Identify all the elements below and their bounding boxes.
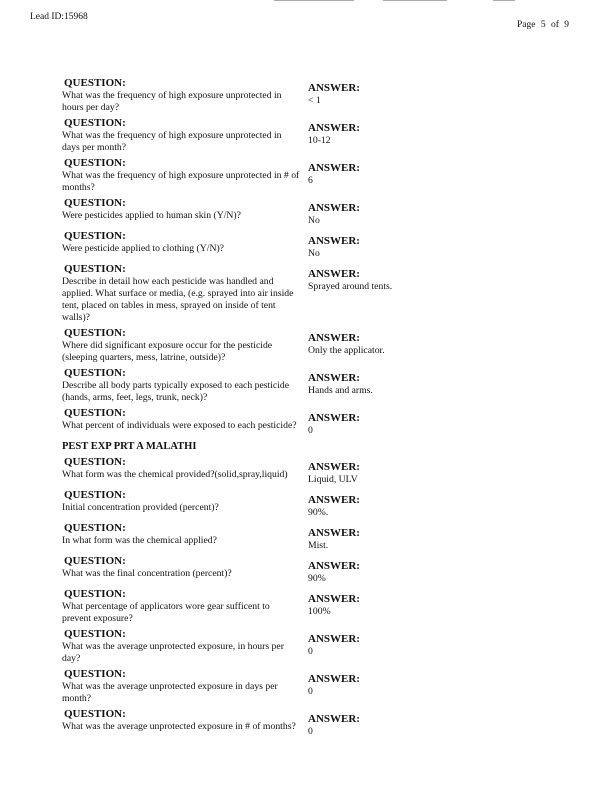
scan-artifact-line <box>274 0 354 1</box>
answer-text: No <box>308 248 320 259</box>
qa-pair <box>62 456 562 486</box>
answer-block <box>308 327 538 364</box>
answer-text: 0 <box>308 646 313 657</box>
answer-text: No <box>308 215 320 226</box>
question-text: Initial concentration provided (percent)? <box>62 502 219 513</box>
qa-group-malathion <box>62 456 562 738</box>
question-text: Were pesticides applied to human skin (Y/N)? <box>62 210 241 221</box>
answer-label: ANSWER: <box>308 593 360 605</box>
question-label: QUESTION: <box>64 367 126 379</box>
question-text: What percentage of applicators wore gear sufficent to prevent exposure? <box>62 601 270 624</box>
answer-block <box>308 197 538 227</box>
answer-label: ANSWER: <box>308 560 360 572</box>
answer-label: ANSWER: <box>308 461 360 473</box>
question-label: QUESTION: <box>64 522 126 534</box>
question-text: What was the average unprotected exposure in days per month? <box>62 681 278 704</box>
qa-document <box>62 77 562 741</box>
answer-text: Hands and arms. <box>308 385 373 396</box>
answer-block <box>308 628 538 665</box>
question-text: What was the final concentration (percent)? <box>62 568 232 579</box>
question-block <box>62 263 300 324</box>
answer-block <box>308 157 538 194</box>
answer-text: 6 <box>308 175 313 186</box>
question-label: QUESTION: <box>64 456 126 468</box>
question-text: What percent of individuals were exposed to each pesticide? <box>62 420 297 431</box>
question-text: Were pesticide applied to clothing (Y/N)? <box>62 243 224 254</box>
qa-pair <box>62 117 562 154</box>
question-block <box>62 367 300 404</box>
question-block <box>62 77 300 114</box>
answer-block <box>308 708 538 738</box>
question-label: QUESTION: <box>64 588 126 600</box>
question-block <box>62 628 300 665</box>
question-block <box>62 230 300 260</box>
answer-text: Liquid, ULV <box>308 474 358 485</box>
question-text: What was the average unprotected exposure, in hours per day? <box>62 641 284 664</box>
question-text: What was the frequency of high exposure unprotected in days per month? <box>62 130 282 153</box>
answer-label: ANSWER: <box>308 268 360 280</box>
question-label: QUESTION: <box>64 157 126 169</box>
question-label: QUESTION: <box>64 708 126 720</box>
question-label: QUESTION: <box>64 117 126 129</box>
question-text: Describe all body parts typically exposed to each pesticide (hands, arms, feet, legs, trunk, neck)? <box>62 380 290 403</box>
answer-block <box>308 230 538 260</box>
answer-label: ANSWER: <box>308 713 360 725</box>
answer-label: ANSWER: <box>308 122 360 134</box>
question-label: QUESTION: <box>64 197 126 209</box>
question-block <box>62 668 300 705</box>
qa-pair <box>62 197 562 227</box>
answer-label: ANSWER: <box>308 633 360 645</box>
qa-pair <box>62 588 562 625</box>
question-text: Describe in detail how each pesticide was handled and applied. What surface or media, (e.g. sprayed into air inside tent, placed on tables in mess, sprayed on inside of tent walls)? <box>62 276 294 323</box>
qa-pair <box>62 522 562 552</box>
answer-text: 90%. <box>308 507 329 518</box>
question-block <box>62 489 300 519</box>
answer-block <box>308 555 538 585</box>
qa-pair <box>62 407 562 437</box>
question-text: What form was the chemical provided?(solid,spray,liquid) <box>62 469 288 480</box>
qa-pair <box>62 668 562 705</box>
answer-block <box>308 77 538 114</box>
question-label: QUESTION: <box>64 489 126 501</box>
qa-pair <box>62 367 562 404</box>
answer-block <box>308 367 538 404</box>
qa-pair <box>62 230 562 260</box>
answer-block <box>308 522 538 552</box>
answer-text: 10-12 <box>308 135 331 146</box>
answer-label: ANSWER: <box>308 332 360 344</box>
question-block <box>62 407 300 437</box>
question-label: QUESTION: <box>64 407 126 419</box>
scan-artifact-line <box>383 0 447 1</box>
answer-block <box>308 117 538 154</box>
answer-label: ANSWER: <box>308 494 360 506</box>
qa-pair <box>62 708 562 738</box>
answer-label: ANSWER: <box>308 202 360 214</box>
qa-pair <box>62 489 562 519</box>
qa-pair <box>62 77 562 114</box>
answer-text: 100% <box>308 606 331 617</box>
answer-text: < 1 <box>308 95 321 106</box>
qa-pair <box>62 327 562 364</box>
answer-block <box>308 588 538 625</box>
answer-block <box>308 489 538 519</box>
qa-group-general <box>62 77 562 437</box>
answer-label: ANSWER: <box>308 412 360 424</box>
question-block <box>62 117 300 154</box>
answer-label: ANSWER: <box>308 82 360 94</box>
answer-label: ANSWER: <box>308 673 360 685</box>
question-block <box>62 708 300 738</box>
question-label: QUESTION: <box>64 327 126 339</box>
answer-block <box>308 263 538 324</box>
qa-pair <box>62 555 562 585</box>
question-text: What was the frequency of high exposure unprotected in # of months? <box>62 170 300 193</box>
answer-label: ANSWER: <box>308 372 360 384</box>
question-block <box>62 522 300 552</box>
question-text: Where did significant exposure occur for the pesticide (sleeping quarters, mess, latrine, outside)? <box>62 340 273 363</box>
question-block <box>62 157 300 194</box>
question-block <box>62 456 300 486</box>
answer-text: 90% <box>308 573 326 584</box>
answer-text: Mist. <box>308 540 329 551</box>
question-text: What was the frequency of high exposure unprotected in hours per day? <box>62 90 282 113</box>
question-label: QUESTION: <box>64 77 126 89</box>
question-block <box>62 327 300 364</box>
answer-text: 0 <box>308 726 313 737</box>
answer-label: ANSWER: <box>308 235 360 247</box>
question-label: QUESTION: <box>64 668 126 680</box>
lead-id: Lead ID:15968 <box>30 12 88 22</box>
question-label: QUESTION: <box>64 555 126 567</box>
scan-artifact-line <box>493 0 515 1</box>
question-block <box>62 555 300 585</box>
question-text: What was the average unprotected exposure in # of months? <box>62 721 296 732</box>
question-text: In what form was the chemical applied? <box>62 535 217 546</box>
question-label: QUESTION: <box>64 230 126 242</box>
qa-pair <box>62 157 562 194</box>
qa-pair <box>62 263 562 324</box>
question-block <box>62 197 300 227</box>
question-label: QUESTION: <box>64 263 126 275</box>
question-label: QUESTION: <box>64 628 126 640</box>
answer-block <box>308 407 538 437</box>
answer-text: Only the applicator. <box>308 345 385 356</box>
answer-text: 0 <box>308 686 313 697</box>
answer-block <box>308 456 538 486</box>
answer-text: Sprayed around tents. <box>308 281 393 292</box>
question-block <box>62 588 300 625</box>
section-title: PEST EXP PRT A MALATHI <box>62 441 197 452</box>
answer-text: 0 <box>308 425 313 436</box>
answer-label: ANSWER: <box>308 527 360 539</box>
page-number: Page 5 of 9 <box>517 20 570 30</box>
answer-label: ANSWER: <box>308 162 360 174</box>
qa-pair <box>62 628 562 665</box>
answer-block <box>308 668 538 705</box>
